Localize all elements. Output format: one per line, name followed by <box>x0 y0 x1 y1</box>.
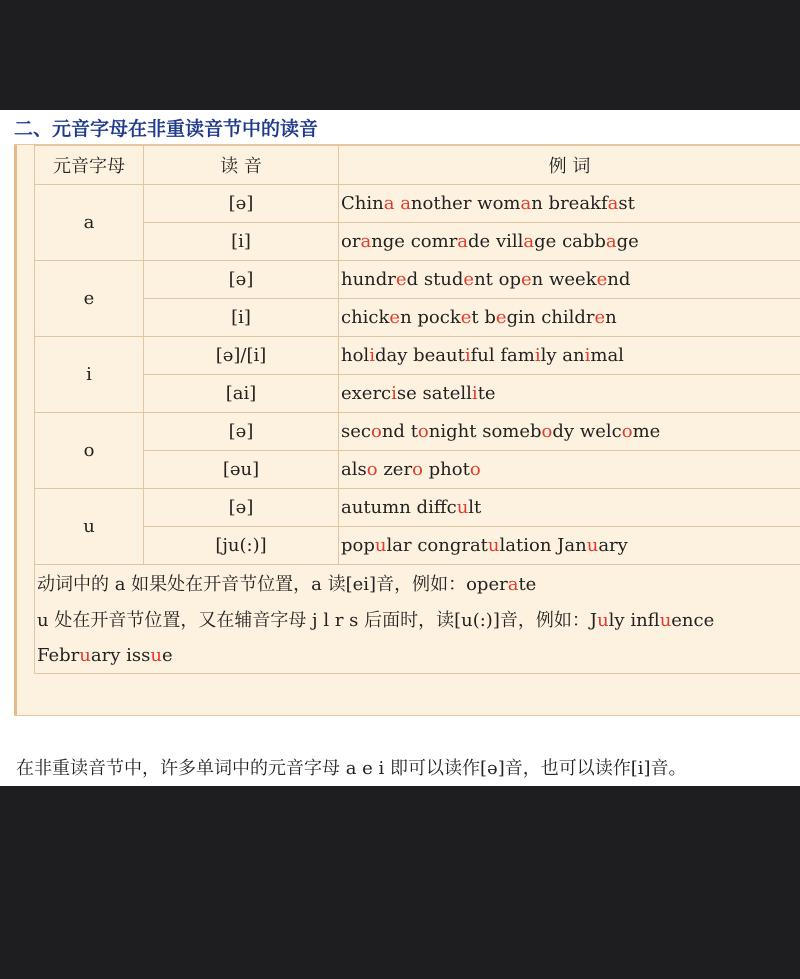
text-run: pop <box>341 535 375 556</box>
text-run: satell <box>422 383 472 404</box>
text-run: an <box>562 345 585 366</box>
text-run: n <box>531 193 543 214</box>
text-run: ary iss <box>90 644 151 666</box>
highlighted-letter: o <box>366 459 378 480</box>
example-word <box>383 459 423 480</box>
text-run: comr <box>410 231 458 252</box>
vowel-letter-cell: i <box>35 337 144 413</box>
table-row <box>35 375 800 413</box>
text-run: t <box>471 307 479 328</box>
highlighted-letter: a <box>383 193 395 214</box>
examples-cell <box>339 337 800 375</box>
highlighted-letter: u <box>597 610 609 631</box>
text-run: Jan <box>557 535 587 556</box>
example-word <box>411 421 477 442</box>
header-examples: 例 词 <box>339 146 800 185</box>
pronunciation-cell: [ə] <box>144 185 339 223</box>
examples-cell <box>339 527 800 565</box>
text-run: wom <box>477 193 521 214</box>
text-run: nt <box>474 269 493 290</box>
text-run: ful <box>470 345 495 366</box>
highlighted-letter: a <box>507 574 519 595</box>
text-run: ence <box>671 610 715 631</box>
text-run: nge <box>371 231 405 252</box>
text-run: op <box>498 269 521 290</box>
text-run: gin <box>506 307 536 328</box>
note-row <box>35 637 800 674</box>
table-row <box>35 261 800 299</box>
text-run: mal <box>590 345 624 366</box>
examples-cell <box>339 261 800 299</box>
example-word <box>496 231 556 252</box>
vowel-letter-cell: u <box>35 489 144 565</box>
table-row <box>35 451 800 489</box>
text-run: te <box>477 383 496 404</box>
table-row <box>35 337 800 375</box>
text-run: cabb <box>562 231 606 252</box>
highlighted-letter: a <box>520 193 532 214</box>
vowel-letter-cell: a <box>35 185 144 261</box>
text-run: someb <box>482 421 542 442</box>
example-word <box>417 497 482 518</box>
highlighted-letter: o <box>412 459 423 480</box>
highlighted-letter: i <box>584 345 591 366</box>
examples-cell <box>339 489 800 527</box>
text-run: nd <box>607 269 631 290</box>
example-word <box>541 307 617 328</box>
example-word <box>417 535 551 556</box>
pronunciation-cell: [i] <box>144 299 339 337</box>
header-sound: 读 音 <box>144 146 339 185</box>
text-run: or <box>341 231 361 252</box>
text-run: Chin <box>341 193 384 214</box>
examples-cell <box>339 299 800 337</box>
example-word <box>500 345 556 366</box>
text-run: sec <box>341 421 371 442</box>
highlighted-letter: i <box>369 345 375 366</box>
text-run: fam <box>500 345 535 366</box>
example-word <box>341 307 412 328</box>
note-row <box>35 565 800 602</box>
example-word <box>341 383 417 404</box>
pronunciation-cell: [ju(:)] <box>144 527 339 565</box>
highlighted-letter: i <box>464 345 471 366</box>
highlighted-letter: e <box>389 307 401 328</box>
text-run: st <box>618 193 635 214</box>
text-run: lation <box>499 535 552 556</box>
example-word <box>411 231 491 252</box>
highlighted-letter: e <box>521 269 532 290</box>
highlighted-letter: e <box>594 307 606 328</box>
example-word <box>341 497 411 518</box>
text-run: b <box>484 307 496 328</box>
text-run: ly <box>540 345 557 366</box>
highlighted-letter: o <box>541 421 553 442</box>
highlighted-letter: i <box>534 345 541 366</box>
highlighted-letter: u <box>586 535 599 556</box>
text-run: ge <box>616 231 639 252</box>
text-run: night <box>428 421 477 442</box>
text-run: hol <box>341 345 370 366</box>
example-word <box>499 269 544 290</box>
text-run: welc <box>579 421 622 442</box>
highlighted-letter: a <box>457 231 469 252</box>
highlighted-letter: u <box>374 535 387 556</box>
example-word <box>341 345 407 366</box>
text-run: childr <box>541 307 595 328</box>
example-word <box>413 345 495 366</box>
example-word <box>341 535 412 556</box>
text-run: se <box>396 383 417 404</box>
vowel-table <box>34 145 800 674</box>
text-run: ary <box>598 535 628 556</box>
text-run: e <box>161 644 173 666</box>
example-word <box>423 383 496 404</box>
text-run: day <box>374 345 408 366</box>
note-text <box>35 601 800 637</box>
text-run: hundr <box>341 269 396 290</box>
highlighted-letter: e <box>596 269 608 290</box>
text-run: dy <box>552 421 575 442</box>
example-word <box>417 307 478 328</box>
highlighted-letter: e <box>463 269 475 290</box>
header-letter: 元音字母 <box>35 146 144 185</box>
highlighted-letter: o <box>621 421 633 442</box>
text-run: ge <box>534 231 557 252</box>
example-word <box>341 459 378 480</box>
text-run: stud <box>423 269 464 290</box>
pronunciation-cell: [ə]/[i] <box>144 337 339 375</box>
pronunciation-cell: [ə] <box>144 489 339 527</box>
highlighted-letter: i <box>391 383 397 404</box>
example-word <box>477 193 543 214</box>
highlighted-letter: a <box>400 193 411 214</box>
section-title: 二、元音字母在非重读音节中的读音 <box>14 118 319 140</box>
example-word <box>400 193 471 214</box>
text-run: chick <box>341 307 390 328</box>
text-run: diffc <box>416 497 457 518</box>
text-run: autumn <box>341 497 411 518</box>
highlighted-letter: a <box>605 231 617 252</box>
pronunciation-cell: [ə] <box>144 261 339 299</box>
table-body <box>35 185 800 674</box>
example-word <box>484 307 535 328</box>
text-run: phot <box>428 459 470 480</box>
table-row <box>35 299 800 337</box>
highlighted-letter: e <box>460 307 472 328</box>
highlighted-letter: u <box>487 535 500 556</box>
highlighted-letter: a <box>360 231 372 252</box>
examples-cell <box>339 185 800 223</box>
table-header-row <box>35 146 800 185</box>
example-word <box>549 269 630 290</box>
text-run: nd <box>381 421 405 442</box>
highlighted-letter: o <box>469 459 481 480</box>
examples-cell <box>339 375 800 413</box>
note-row <box>35 601 800 637</box>
text-run: me <box>632 421 661 442</box>
text-run: nother <box>410 193 472 214</box>
table-row <box>35 489 800 527</box>
highlighted-letter: e <box>395 269 407 290</box>
example-word <box>424 269 493 290</box>
text-run: vill <box>495 231 524 252</box>
text-run: pock <box>417 307 461 328</box>
highlighted-letter: e <box>495 307 507 328</box>
text-run: als <box>341 459 367 480</box>
vowel-letter-cell: e <box>35 261 144 337</box>
text-run: te <box>518 574 537 595</box>
example-word <box>562 345 624 366</box>
text-run: exerc <box>341 383 392 404</box>
text-run: beaut <box>413 345 465 366</box>
pronunciation-cell: [ə] <box>144 413 339 451</box>
text-run: lt <box>468 497 482 518</box>
example-word <box>580 421 660 442</box>
pronunciation-cell: [i] <box>144 223 339 261</box>
example-word <box>549 193 635 214</box>
table-row <box>35 223 800 261</box>
example-word <box>341 231 405 252</box>
text-run: 动词中的 a 如果处在开音节位置，a 读[ei]音，例如：oper <box>37 574 508 595</box>
pronunciation-cell: [ai] <box>144 375 339 413</box>
text-run: n <box>605 307 617 328</box>
highlighted-letter: i <box>471 383 478 404</box>
footer-note: 在非重读音节中，许多单词中的元音字母 a e i 即可以读作[ə]音，也可以读作[i]音。 <box>16 758 687 779</box>
highlighted-letter: u <box>659 610 672 631</box>
text-run: ly infl <box>608 610 660 631</box>
note-text <box>35 565 800 602</box>
text-run: n <box>531 269 544 290</box>
example-word <box>557 535 628 556</box>
text-run: d <box>406 269 419 290</box>
text-run: breakf <box>548 193 608 214</box>
pronunciation-cell: [əu] <box>144 451 339 489</box>
example-word <box>341 421 405 442</box>
highlighted-letter: u <box>79 644 91 666</box>
highlighted-letter: u <box>456 497 469 518</box>
note-text <box>35 637 800 674</box>
text-run: Febr <box>37 644 80 666</box>
highlighted-letter: u <box>150 644 162 666</box>
examples-cell <box>339 223 800 261</box>
table-panel <box>14 144 800 716</box>
vowel-letter-cell: o <box>35 413 144 489</box>
examples-cell <box>339 413 800 451</box>
examples-cell <box>339 451 800 489</box>
example-word <box>341 193 394 214</box>
highlighted-letter: a <box>523 231 535 252</box>
text-run: zer <box>383 459 413 480</box>
text-run: week <box>548 269 597 290</box>
text-run: de <box>468 231 491 252</box>
table-row <box>35 185 800 223</box>
text-run: lar <box>386 535 412 556</box>
document-image <box>0 110 800 786</box>
text-run: n <box>400 307 412 328</box>
example-word <box>341 269 418 290</box>
highlighted-letter: o <box>417 421 429 442</box>
table-row <box>35 527 800 565</box>
example-word <box>562 231 639 252</box>
text-run: t <box>410 421 418 442</box>
highlighted-letter: a <box>607 193 619 214</box>
text-run: congrat <box>417 535 488 556</box>
example-word <box>429 459 481 480</box>
table-row <box>35 413 800 451</box>
highlighted-letter: o <box>370 421 382 442</box>
text-run: u 处在开音节位置，又在辅音字母 j l r s 后面时，读[u(:)]音，例如：J <box>37 610 598 631</box>
example-word <box>482 421 574 442</box>
